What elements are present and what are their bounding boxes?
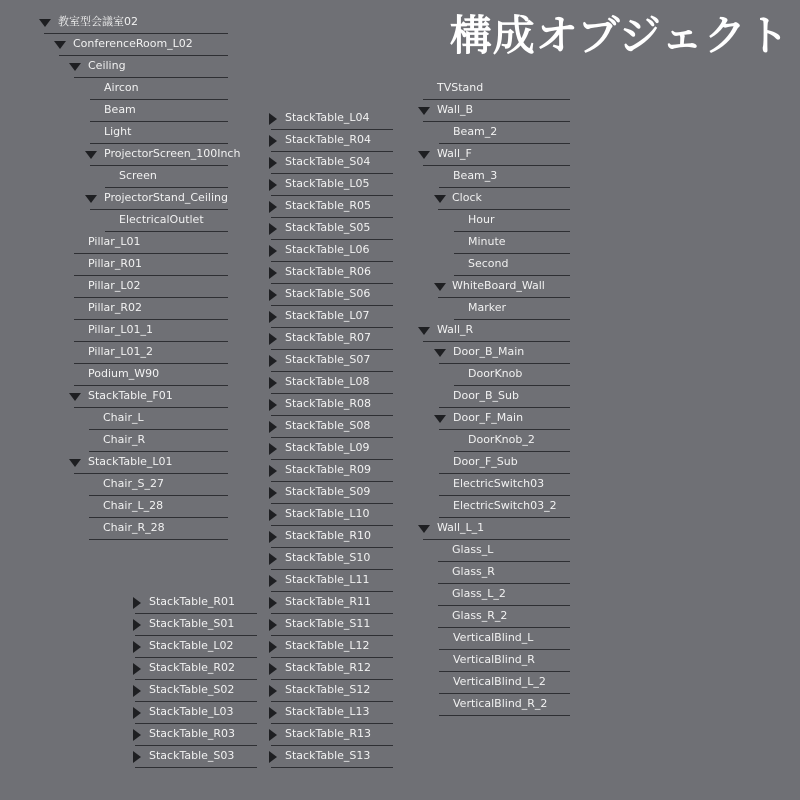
tree-item[interactable]	[0, 452, 800, 474]
tree-item-label: StackTable_S05	[285, 221, 371, 234]
tree-item-label: Beam	[104, 103, 136, 116]
tree-item-label: Wall_R	[437, 323, 474, 336]
tree-item-label: Beam_3	[453, 169, 498, 182]
tree-item-label: StackTable_S12	[285, 683, 371, 696]
tree-item-label: StackTable_R12	[285, 661, 372, 674]
tree-item[interactable]	[0, 254, 800, 276]
tree-item-label: Door_B_Sub	[453, 389, 519, 402]
tree-item-label: StackTable_R07	[285, 331, 372, 344]
tree-item[interactable]	[0, 298, 800, 320]
tree-item-label: Pillar_L02	[88, 279, 141, 292]
tree-item-label: VerticalBlind_R_2	[453, 697, 548, 710]
tree-item-label: StackTable_L11	[285, 573, 370, 586]
tree-item-label: Chair_R	[103, 433, 146, 446]
tree-item[interactable]	[0, 342, 800, 364]
tree-item[interactable]	[0, 122, 800, 144]
tree-item-label: StackTable_L10	[285, 507, 370, 520]
tree-item-label: StackTable_R13	[285, 727, 372, 740]
tree-item-label: StackTable_L09	[285, 441, 370, 454]
expanded-triangle-icon[interactable]	[434, 195, 446, 203]
tree-item[interactable]	[0, 276, 800, 298]
tree-item-label: ElectricalOutlet	[119, 213, 204, 226]
tree-item-label: Chair_L	[103, 411, 144, 424]
tree-item-label: Marker	[468, 301, 507, 314]
tree-item[interactable]	[0, 12, 800, 34]
tree-item-label: StackTable_R02	[149, 661, 236, 674]
tree-item[interactable]	[0, 408, 800, 430]
tree-item-label: VerticalBlind_R	[453, 653, 535, 666]
expanded-triangle-icon[interactable]	[418, 151, 430, 159]
tree-item-label: StackTable_L12	[285, 639, 370, 652]
tree-item-label: StackTable_S11	[285, 617, 371, 630]
tree-item[interactable]	[0, 430, 800, 452]
tree-item[interactable]	[0, 100, 800, 122]
row-divider	[271, 767, 393, 768]
tree-item[interactable]	[0, 694, 800, 716]
tree-item-label: StackTable_S03	[149, 749, 235, 762]
tree-item-label: StackTable_L07	[285, 309, 370, 322]
expanded-triangle-icon[interactable]	[418, 525, 430, 533]
tree-item-label: Hour	[468, 213, 495, 226]
tree-item-label: StackTable_S01	[149, 617, 235, 630]
tree-item-label: StackTable_L13	[285, 705, 370, 718]
tree-item[interactable]	[0, 144, 800, 166]
tree-item-label: StackTable_L03	[149, 705, 234, 718]
collapsed-triangle-icon[interactable]	[269, 751, 277, 763]
tree-item[interactable]	[0, 584, 800, 606]
tree-item[interactable]	[0, 628, 800, 650]
tree-item-label: Chair_S_27	[103, 477, 164, 490]
tree-item-label: Wall_L_1	[437, 521, 485, 534]
tree-item-label: VerticalBlind_L	[453, 631, 534, 644]
tree-item-label: Door_F_Sub	[453, 455, 518, 468]
tree-item-label: StackTable_L06	[285, 243, 370, 256]
tree-item[interactable]	[0, 518, 800, 540]
tree-item-label: StackTable_S10	[285, 551, 371, 564]
tree-item[interactable]	[0, 78, 800, 100]
collapsed-triangle-icon[interactable]	[269, 729, 277, 741]
tree-item-label: Minute	[468, 235, 506, 248]
tree-item[interactable]	[0, 232, 800, 254]
tree-item[interactable]	[0, 320, 800, 342]
tree-item[interactable]	[0, 34, 800, 56]
tree-item-label: DoorKnob_2	[468, 433, 535, 446]
tree-item-label: ElectricSwitch03	[453, 477, 545, 490]
tree-item-label: StackTable_S02	[149, 683, 235, 696]
expanded-triangle-icon[interactable]	[54, 41, 66, 49]
tree-item-label: StackTable_S13	[285, 749, 371, 762]
tree-item-label: Glass_L_2	[452, 587, 506, 600]
expanded-triangle-icon[interactable]	[39, 19, 51, 27]
tree-item-label: Pillar_L01	[88, 235, 141, 248]
tree-item-label: StackTable_R11	[285, 595, 372, 608]
tree-item-label: Door_F_Main	[453, 411, 524, 424]
tree-item[interactable]	[0, 496, 800, 518]
tree-item-label: Clock	[452, 191, 482, 204]
tree-item-label: Door_B_Main	[453, 345, 525, 358]
tree-item[interactable]	[0, 166, 800, 188]
tree-item-label: StackTable_R10	[285, 529, 372, 542]
tree-item-label: Second	[468, 257, 509, 270]
expanded-triangle-icon[interactable]	[418, 107, 430, 115]
tree-item-label: StackTable_R06	[285, 265, 372, 278]
tree-item-label: StackTable_L02	[149, 639, 234, 652]
tree-item[interactable]	[0, 606, 800, 628]
tree-item-label: Chair_L_28	[103, 499, 164, 512]
expanded-triangle-icon[interactable]	[69, 63, 81, 71]
tree-item-label: StackTable_S07	[285, 353, 371, 366]
tree-item-label: Beam_2	[453, 125, 498, 138]
tree-item-label: StackTable_R04	[285, 133, 372, 146]
tree-item-label: 教室型会議室02	[58, 15, 138, 28]
tree-item-label: Aircon	[104, 81, 139, 94]
tree-item[interactable]	[0, 672, 800, 694]
tree-item[interactable]	[0, 724, 800, 746]
tree-item-label: ProjectorScreen_100Inch	[104, 147, 241, 160]
tree-item-label: Screen	[119, 169, 157, 182]
tree-item-label: StackTable_R09	[285, 463, 372, 476]
tree-item[interactable]	[0, 364, 800, 386]
tree-item-label: Pillar_L01_2	[88, 345, 153, 358]
tree-item[interactable]	[0, 650, 800, 672]
tree-item-label: Light	[104, 125, 132, 138]
tree-item-label: StackTable_L01	[88, 455, 173, 468]
tree-item-label: DoorKnob	[468, 367, 523, 380]
tree-item-label: StackTable_S09	[285, 485, 371, 498]
tree-item-label: Podium_W90	[88, 367, 160, 380]
row-divider	[439, 715, 570, 716]
tree-item-label: StackTable_R03	[149, 727, 236, 740]
page-title: 構成オブジェクト	[449, 11, 790, 60]
tree-item-label: Wall_B	[437, 103, 474, 116]
tree-item-label: VerticalBlind_L_2	[453, 675, 546, 688]
tree-item-label: WhiteBoard_Wall	[452, 279, 545, 292]
tree-item[interactable]	[0, 474, 800, 496]
tree-item-label: Pillar_R02	[88, 301, 142, 314]
tree-item-label: StackTable_L08	[285, 375, 370, 388]
tree-item-label: StackTable_L05	[285, 177, 370, 190]
tree-item[interactable]	[0, 210, 800, 232]
tree-item[interactable]	[0, 746, 800, 768]
tree-item-label: StackTable_R01	[149, 595, 236, 608]
tree-item-label: StackTable_R05	[285, 199, 372, 212]
tree-item-label: Glass_L	[452, 543, 494, 556]
tree-item-label: Ceiling	[88, 59, 126, 72]
expanded-triangle-icon[interactable]	[418, 327, 430, 335]
tree-item-label: Chair_R_28	[103, 521, 165, 534]
tree-item[interactable]	[0, 386, 800, 408]
tree-item[interactable]	[0, 56, 800, 78]
tree-item-label: Pillar_L01_1	[88, 323, 153, 336]
tree-item-label: StackTable_L04	[285, 111, 370, 124]
expanded-triangle-icon[interactable]	[434, 349, 446, 357]
tree-item[interactable]	[0, 540, 800, 562]
tree-item-label: Wall_F	[437, 147, 472, 160]
tree-item-label: StackTable_S06	[285, 287, 371, 300]
tree-item-label: TVStand	[437, 81, 484, 94]
tree-item-label: StackTable_S08	[285, 419, 371, 432]
tree-item[interactable]	[0, 188, 800, 210]
expanded-triangle-icon[interactable]	[434, 415, 446, 423]
tree-item-label: StackTable_S04	[285, 155, 371, 168]
tree-item[interactable]	[0, 562, 800, 584]
expanded-triangle-icon[interactable]	[434, 283, 446, 291]
tree-item-label: ConferenceRoom_L02	[73, 37, 193, 50]
tree-item-label: Pillar_R01	[88, 257, 142, 270]
tree-item-label: ProjectorStand_Ceiling	[104, 191, 228, 204]
tree-item-label: Glass_R_2	[452, 609, 508, 622]
tree-item-label: StackTable_F01	[88, 389, 173, 402]
tree-item-label: Glass_R	[452, 565, 495, 578]
tree-item-label: StackTable_R08	[285, 397, 372, 410]
tree-item-label: ElectricSwitch03_2	[453, 499, 557, 512]
